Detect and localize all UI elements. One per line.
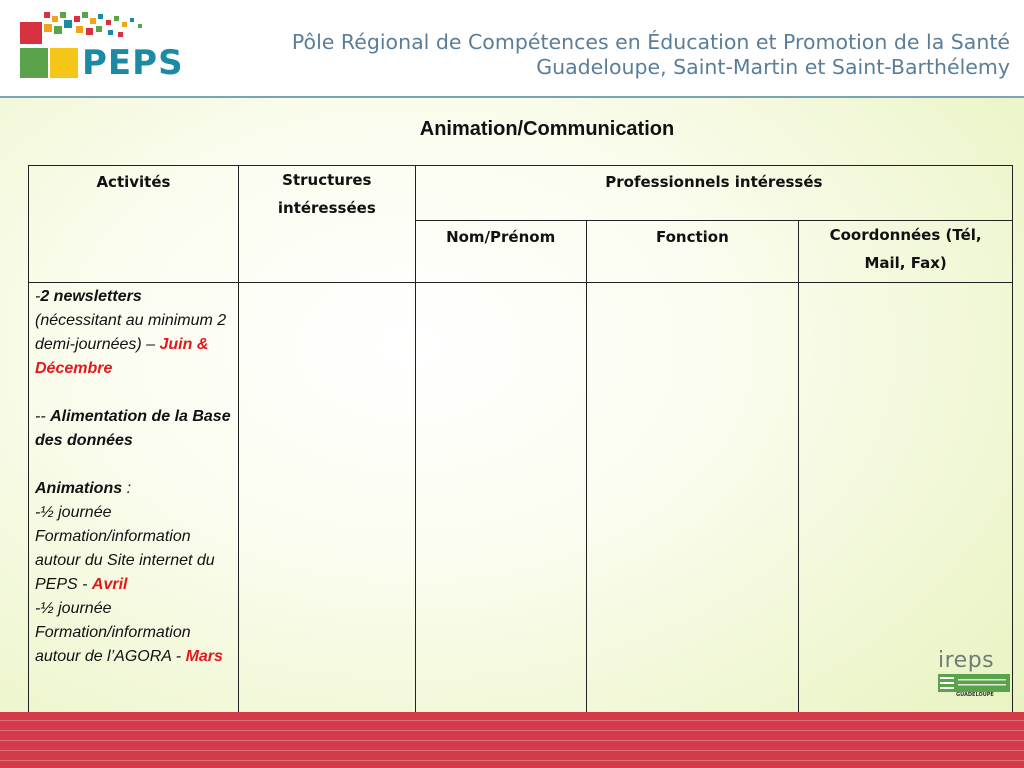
activity-alimentation [35,405,232,453]
organization-title-line1: Pôle Régional de Compétences en Éducation et Promotion de la Santé [291,30,1010,54]
header [0,0,1024,98]
header-activites: Activités [29,166,239,283]
organization-title-line2: Guadeloupe, Saint-Martin et Saint-Barthélemy [536,55,1010,79]
alimentation-prefix: -- [35,408,51,425]
ireps-green-bar [938,674,1010,692]
newsletters-title: 2 newsletters [40,288,142,305]
site-month: Avril [91,576,128,593]
peps-logo [18,10,218,84]
activity-animations [35,477,232,501]
ireps-subtitle: GUADELOUPE [956,692,994,698]
alimentation-title: Alimentation de la Base des données [35,408,231,449]
header-fonction: Fonction [586,221,799,283]
agora-text: -½ journée Formation/information autour de l’AGORA - [35,600,191,665]
header-coordonnees: Coordonnées (Tél, Mail, Fax) [799,221,1013,283]
activity-prefix: - [35,288,41,305]
activities-table [28,165,1013,713]
ireps-logo [934,650,1012,700]
animation-agora [35,597,232,669]
agora-month: Mars [185,648,223,665]
table-row [29,283,1013,713]
animations-title: Animations [35,480,123,497]
animation-site [35,501,232,597]
footer-band [0,712,1024,768]
activity-newsletters [35,285,232,381]
structures-cell[interactable] [238,283,415,713]
organization-title [292,30,1010,80]
peps-wordmark: PEPS [82,43,184,83]
animations-colon: : [122,480,132,497]
header-structures: Structures intéressées [238,166,415,283]
activities-cell [29,283,239,713]
table-header-row [29,166,1013,221]
newsletters-months: Juin & Décembre [35,336,209,377]
fonction-cell[interactable] [586,283,799,713]
header-professionnels: Professionnels intéressés [415,166,1012,221]
site-text: -½ journée Formation/information autour du Site internet du PEPS - [35,504,215,593]
nom-prenom-cell[interactable] [415,283,586,713]
ireps-wordmark: ireps [938,648,995,673]
page-title: Animation/Communication [419,118,675,140]
newsletters-description: (nécessitant au minimum 2 demi-journées) – [35,312,227,353]
header-nom-prenom: Nom/Prénom [415,221,586,283]
ireps-stripes-icon [938,674,1010,692]
